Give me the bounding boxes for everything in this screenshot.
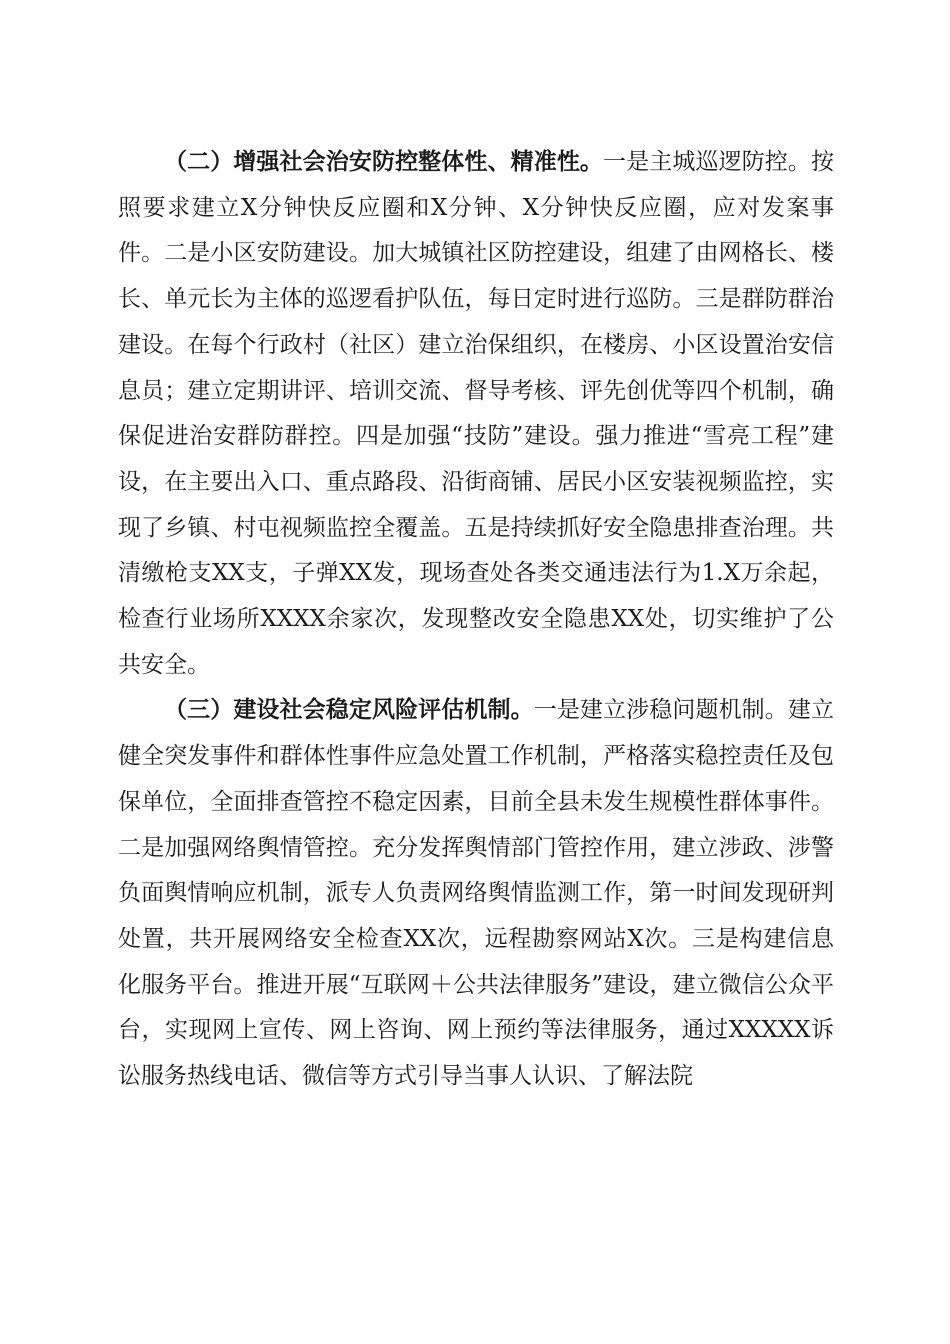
- document-body: [118, 140, 834, 1100]
- paragraph-stability-risk: [118, 688, 834, 1099]
- paragraph-text: 一是建立涉稳问题机制。建立健全突发事件和群体性事件应急处置工作机制，严格落实稳控责任及包保单位，全面排查管控不稳定因素，目前全县未发生规模性群体事件。二是加强网络舆情管控。充分发挥舆情部门管控作用，建立涉政、涉警负面舆情响应机制，派专人负责网络舆情监测工作，第一时间发现研判处置，共开展网络安全检查XX次，远程勘察网站X次。三是构建信息化服务平台。推进开展“互联网＋公共法律服务”建设，建立微信公众平台，实现网上宣传、网上咨询、网上预约等法律服务，通过XXXXX诉讼服务热线电话、微信等方式引导当事人认识、了解法院: [118, 697, 835, 1090]
- paragraph-text: 一是主城巡逻防控。按照要求建立X分钟快反应圈和X分钟、X分钟快反应圈，应对发案事件。二是小区安防建设。加大城镇社区防控建设，组建了由网格长、楼长、单元长为主体的巡逻看护队伍，每日定时进行巡防。三是群防群治建设。在每个行政村（社区）建立治保组织，在楼房、小区设置治安信息员；建立定期讲评、培训交流、督导考核、评先创优等四个机制，确保促进治安群防群控。四是加强“技防”建设。强力推进“雪亮工程”建设，在主要出入口、重点路段、沿街商铺、居民小区安装视频监控，实现了乡镇、村屯视频监控全覆盖。五是持续抓好安全隐患排查治理。共清缴枪支XX支，子弹XX发，现场查处各类交通违法行为1.X万余起，检查行业场所XXXX余家次，发现整改安全隐患XX处，切实维护了公共安全。: [118, 149, 835, 678]
- paragraph-heading: （三）建设社会稳定风险评估机制。: [164, 697, 534, 724]
- paragraph-public-security: [118, 140, 834, 688]
- paragraph-heading: （二）增强社会治安防控整体性、精准性。: [164, 149, 604, 175]
